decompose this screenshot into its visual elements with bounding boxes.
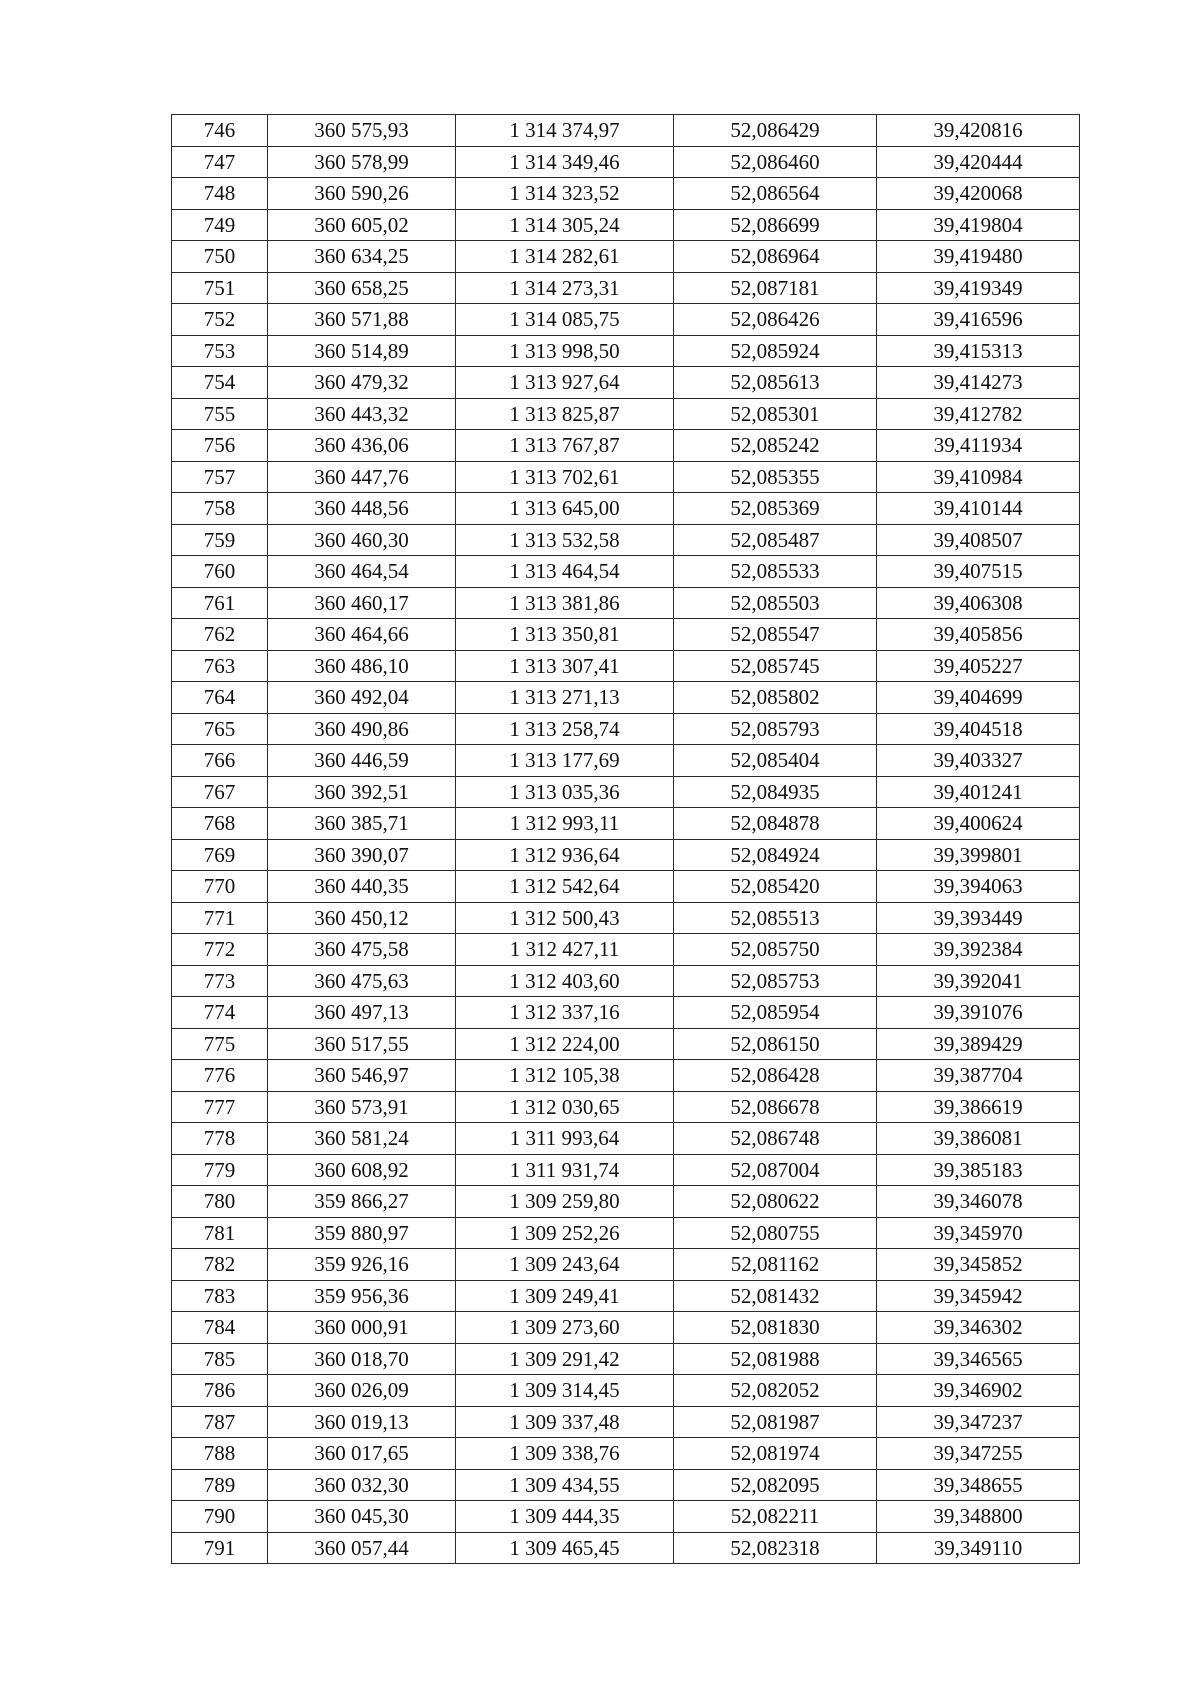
longitude-cell: 39,419480 [877, 241, 1080, 273]
y-coordinate-cell: 1 309 337,48 [456, 1406, 674, 1438]
table-row [172, 776, 1080, 808]
y-coordinate-cell: 1 312 993,11 [456, 808, 674, 840]
table-row [172, 839, 1080, 871]
latitude-cell: 52,082095 [674, 1469, 877, 1501]
latitude-cell: 52,085750 [674, 934, 877, 966]
x-coordinate-cell: 360 590,26 [268, 178, 456, 210]
y-coordinate-cell: 1 314 349,46 [456, 146, 674, 178]
y-coordinate-cell: 1 313 464,54 [456, 556, 674, 588]
table-row [172, 965, 1080, 997]
table-row [172, 808, 1080, 840]
x-coordinate-cell: 360 464,54 [268, 556, 456, 588]
longitude-cell: 39,403327 [877, 745, 1080, 777]
x-coordinate-cell: 360 000,91 [268, 1312, 456, 1344]
point-number-cell: 781 [172, 1217, 268, 1249]
point-number-cell: 782 [172, 1249, 268, 1281]
table-row [172, 1438, 1080, 1470]
table-row [172, 1501, 1080, 1533]
latitude-cell: 52,085355 [674, 461, 877, 493]
table-row [172, 1532, 1080, 1564]
x-coordinate-cell: 360 546,97 [268, 1060, 456, 1092]
latitude-cell: 52,084924 [674, 839, 877, 871]
x-coordinate-cell: 360 479,32 [268, 367, 456, 399]
y-coordinate-cell: 1 313 271,13 [456, 682, 674, 714]
longitude-cell: 39,348655 [877, 1469, 1080, 1501]
point-number-cell: 746 [172, 115, 268, 147]
x-coordinate-cell: 360 446,59 [268, 745, 456, 777]
longitude-cell: 39,411934 [877, 430, 1080, 462]
x-coordinate-cell: 360 578,99 [268, 146, 456, 178]
latitude-cell: 52,085533 [674, 556, 877, 588]
x-coordinate-cell: 359 956,36 [268, 1280, 456, 1312]
table-row [172, 272, 1080, 304]
latitude-cell: 52,082318 [674, 1532, 877, 1564]
latitude-cell: 52,085487 [674, 524, 877, 556]
x-coordinate-cell: 360 605,02 [268, 209, 456, 241]
y-coordinate-cell: 1 313 702,61 [456, 461, 674, 493]
latitude-cell: 52,085301 [674, 398, 877, 430]
point-number-cell: 783 [172, 1280, 268, 1312]
table-row [172, 997, 1080, 1029]
y-coordinate-cell: 1 309 434,55 [456, 1469, 674, 1501]
point-number-cell: 747 [172, 146, 268, 178]
point-number-cell: 767 [172, 776, 268, 808]
longitude-cell: 39,401241 [877, 776, 1080, 808]
table-row [172, 1060, 1080, 1092]
y-coordinate-cell: 1 312 105,38 [456, 1060, 674, 1092]
y-coordinate-cell: 1 312 337,16 [456, 997, 674, 1029]
y-coordinate-cell: 1 312 542,64 [456, 871, 674, 903]
latitude-cell: 52,085420 [674, 871, 877, 903]
longitude-cell: 39,345852 [877, 1249, 1080, 1281]
table-row [172, 367, 1080, 399]
latitude-cell: 52,087181 [674, 272, 877, 304]
table-row [172, 115, 1080, 147]
latitude-cell: 52,086460 [674, 146, 877, 178]
x-coordinate-cell: 360 460,17 [268, 587, 456, 619]
table-row [172, 902, 1080, 934]
table-row [172, 241, 1080, 273]
point-number-cell: 787 [172, 1406, 268, 1438]
latitude-cell: 52,085954 [674, 997, 877, 1029]
x-coordinate-cell: 360 460,30 [268, 524, 456, 556]
latitude-cell: 52,085404 [674, 745, 877, 777]
y-coordinate-cell: 1 313 767,87 [456, 430, 674, 462]
longitude-cell: 39,399801 [877, 839, 1080, 871]
y-coordinate-cell: 1 313 998,50 [456, 335, 674, 367]
x-coordinate-cell: 360 443,32 [268, 398, 456, 430]
table-row [172, 524, 1080, 556]
y-coordinate-cell: 1 312 500,43 [456, 902, 674, 934]
latitude-cell: 52,081987 [674, 1406, 877, 1438]
longitude-cell: 39,414273 [877, 367, 1080, 399]
y-coordinate-cell: 1 313 350,81 [456, 619, 674, 651]
point-number-cell: 764 [172, 682, 268, 714]
point-number-cell: 753 [172, 335, 268, 367]
latitude-cell: 52,082211 [674, 1501, 877, 1533]
y-coordinate-cell: 1 314 305,24 [456, 209, 674, 241]
longitude-cell: 39,400624 [877, 808, 1080, 840]
longitude-cell: 39,346565 [877, 1343, 1080, 1375]
latitude-cell: 52,081432 [674, 1280, 877, 1312]
latitude-cell: 52,082052 [674, 1375, 877, 1407]
x-coordinate-cell: 360 517,55 [268, 1028, 456, 1060]
point-number-cell: 766 [172, 745, 268, 777]
point-number-cell: 788 [172, 1438, 268, 1470]
y-coordinate-cell: 1 313 258,74 [456, 713, 674, 745]
point-number-cell: 757 [172, 461, 268, 493]
table-row [172, 650, 1080, 682]
table-row [172, 493, 1080, 525]
point-number-cell: 771 [172, 902, 268, 934]
latitude-cell: 52,085613 [674, 367, 877, 399]
longitude-cell: 39,410984 [877, 461, 1080, 493]
longitude-cell: 39,349110 [877, 1532, 1080, 1564]
y-coordinate-cell: 1 309 249,41 [456, 1280, 674, 1312]
point-number-cell: 758 [172, 493, 268, 525]
longitude-cell: 39,348800 [877, 1501, 1080, 1533]
table-row [172, 556, 1080, 588]
point-number-cell: 749 [172, 209, 268, 241]
longitude-cell: 39,405856 [877, 619, 1080, 651]
latitude-cell: 52,086748 [674, 1123, 877, 1155]
longitude-cell: 39,391076 [877, 997, 1080, 1029]
point-number-cell: 760 [172, 556, 268, 588]
point-number-cell: 770 [172, 871, 268, 903]
table-row [172, 461, 1080, 493]
table-row [172, 1406, 1080, 1438]
longitude-cell: 39,347255 [877, 1438, 1080, 1470]
longitude-cell: 39,405227 [877, 650, 1080, 682]
point-number-cell: 772 [172, 934, 268, 966]
table-row [172, 934, 1080, 966]
x-coordinate-cell: 360 514,89 [268, 335, 456, 367]
latitude-cell: 52,086964 [674, 241, 877, 273]
x-coordinate-cell: 360 019,13 [268, 1406, 456, 1438]
longitude-cell: 39,406308 [877, 587, 1080, 619]
latitude-cell: 52,085802 [674, 682, 877, 714]
table-row [172, 587, 1080, 619]
x-coordinate-cell: 359 880,97 [268, 1217, 456, 1249]
longitude-cell: 39,386619 [877, 1091, 1080, 1123]
latitude-cell: 52,081974 [674, 1438, 877, 1470]
latitude-cell: 52,086429 [674, 115, 877, 147]
y-coordinate-cell: 1 312 936,64 [456, 839, 674, 871]
table-row [172, 398, 1080, 430]
latitude-cell: 52,086428 [674, 1060, 877, 1092]
x-coordinate-cell: 360 486,10 [268, 650, 456, 682]
x-coordinate-cell: 360 057,44 [268, 1532, 456, 1564]
latitude-cell: 52,086564 [674, 178, 877, 210]
latitude-cell: 52,087004 [674, 1154, 877, 1186]
point-number-cell: 774 [172, 997, 268, 1029]
longitude-cell: 39,420816 [877, 115, 1080, 147]
point-number-cell: 748 [172, 178, 268, 210]
x-coordinate-cell: 360 392,51 [268, 776, 456, 808]
latitude-cell: 52,085924 [674, 335, 877, 367]
y-coordinate-cell: 1 309 314,45 [456, 1375, 674, 1407]
table-row [172, 745, 1080, 777]
latitude-cell: 52,086699 [674, 209, 877, 241]
table-row [172, 335, 1080, 367]
point-number-cell: 784 [172, 1312, 268, 1344]
longitude-cell: 39,392041 [877, 965, 1080, 997]
y-coordinate-cell: 1 309 243,64 [456, 1249, 674, 1281]
longitude-cell: 39,387704 [877, 1060, 1080, 1092]
longitude-cell: 39,394063 [877, 871, 1080, 903]
x-coordinate-cell: 360 018,70 [268, 1343, 456, 1375]
y-coordinate-cell: 1 309 465,45 [456, 1532, 674, 1564]
latitude-cell: 52,086678 [674, 1091, 877, 1123]
latitude-cell: 52,085745 [674, 650, 877, 682]
x-coordinate-cell: 360 450,12 [268, 902, 456, 934]
x-coordinate-cell: 360 490,86 [268, 713, 456, 745]
table-row [172, 1375, 1080, 1407]
x-coordinate-cell: 360 634,25 [268, 241, 456, 273]
latitude-cell: 52,085547 [674, 619, 877, 651]
longitude-cell: 39,346078 [877, 1186, 1080, 1218]
point-number-cell: 773 [172, 965, 268, 997]
longitude-cell: 39,392384 [877, 934, 1080, 966]
x-coordinate-cell: 360 436,06 [268, 430, 456, 462]
point-number-cell: 778 [172, 1123, 268, 1155]
x-coordinate-cell: 360 658,25 [268, 272, 456, 304]
x-coordinate-cell: 360 385,71 [268, 808, 456, 840]
longitude-cell: 39,420444 [877, 146, 1080, 178]
table-row [172, 1249, 1080, 1281]
table-row [172, 1312, 1080, 1344]
point-number-cell: 776 [172, 1060, 268, 1092]
y-coordinate-cell: 1 313 825,87 [456, 398, 674, 430]
point-number-cell: 755 [172, 398, 268, 430]
table-row [172, 1280, 1080, 1312]
x-coordinate-cell: 360 390,07 [268, 839, 456, 871]
table-row [172, 713, 1080, 745]
coordinates-table-body [172, 115, 1080, 1564]
x-coordinate-cell: 360 017,65 [268, 1438, 456, 1470]
latitude-cell: 52,085793 [674, 713, 877, 745]
longitude-cell: 39,416596 [877, 304, 1080, 336]
latitude-cell: 52,085242 [674, 430, 877, 462]
table-row [172, 682, 1080, 714]
x-coordinate-cell: 360 575,93 [268, 115, 456, 147]
y-coordinate-cell: 1 313 035,36 [456, 776, 674, 808]
table-row [172, 1343, 1080, 1375]
y-coordinate-cell: 1 313 927,64 [456, 367, 674, 399]
point-number-cell: 759 [172, 524, 268, 556]
x-coordinate-cell: 360 464,66 [268, 619, 456, 651]
point-number-cell: 780 [172, 1186, 268, 1218]
y-coordinate-cell: 1 314 374,97 [456, 115, 674, 147]
longitude-cell: 39,393449 [877, 902, 1080, 934]
table-row [172, 619, 1080, 651]
y-coordinate-cell: 1 309 444,35 [456, 1501, 674, 1533]
longitude-cell: 39,389429 [877, 1028, 1080, 1060]
x-coordinate-cell: 359 866,27 [268, 1186, 456, 1218]
longitude-cell: 39,419804 [877, 209, 1080, 241]
longitude-cell: 39,347237 [877, 1406, 1080, 1438]
point-number-cell: 756 [172, 430, 268, 462]
y-coordinate-cell: 1 312 403,60 [456, 965, 674, 997]
x-coordinate-cell: 360 447,76 [268, 461, 456, 493]
table-row [172, 430, 1080, 462]
table-row [172, 1123, 1080, 1155]
y-coordinate-cell: 1 312 427,11 [456, 934, 674, 966]
longitude-cell: 39,415313 [877, 335, 1080, 367]
y-coordinate-cell: 1 312 030,65 [456, 1091, 674, 1123]
table-row [172, 178, 1080, 210]
latitude-cell: 52,080755 [674, 1217, 877, 1249]
y-coordinate-cell: 1 313 532,58 [456, 524, 674, 556]
point-number-cell: 750 [172, 241, 268, 273]
longitude-cell: 39,345942 [877, 1280, 1080, 1312]
x-coordinate-cell: 359 926,16 [268, 1249, 456, 1281]
latitude-cell: 52,080622 [674, 1186, 877, 1218]
latitude-cell: 52,081162 [674, 1249, 877, 1281]
latitude-cell: 52,081988 [674, 1343, 877, 1375]
table-row [172, 1469, 1080, 1501]
y-coordinate-cell: 1 314 323,52 [456, 178, 674, 210]
point-number-cell: 775 [172, 1028, 268, 1060]
point-number-cell: 763 [172, 650, 268, 682]
y-coordinate-cell: 1 312 224,00 [456, 1028, 674, 1060]
latitude-cell: 52,086426 [674, 304, 877, 336]
x-coordinate-cell: 360 497,13 [268, 997, 456, 1029]
table-row [172, 871, 1080, 903]
y-coordinate-cell: 1 309 273,60 [456, 1312, 674, 1344]
point-number-cell: 785 [172, 1343, 268, 1375]
y-coordinate-cell: 1 311 931,74 [456, 1154, 674, 1186]
y-coordinate-cell: 1 314 085,75 [456, 304, 674, 336]
y-coordinate-cell: 1 311 993,64 [456, 1123, 674, 1155]
longitude-cell: 39,404699 [877, 682, 1080, 714]
x-coordinate-cell: 360 492,04 [268, 682, 456, 714]
point-number-cell: 790 [172, 1501, 268, 1533]
table-row [172, 1186, 1080, 1218]
table-row [172, 209, 1080, 241]
x-coordinate-cell: 360 448,56 [268, 493, 456, 525]
y-coordinate-cell: 1 309 259,80 [456, 1186, 674, 1218]
x-coordinate-cell: 360 581,24 [268, 1123, 456, 1155]
longitude-cell: 39,412782 [877, 398, 1080, 430]
table-row [172, 1028, 1080, 1060]
longitude-cell: 39,404518 [877, 713, 1080, 745]
point-number-cell: 761 [172, 587, 268, 619]
x-coordinate-cell: 360 573,91 [268, 1091, 456, 1123]
latitude-cell: 52,086150 [674, 1028, 877, 1060]
y-coordinate-cell: 1 309 338,76 [456, 1438, 674, 1470]
longitude-cell: 39,419349 [877, 272, 1080, 304]
point-number-cell: 791 [172, 1532, 268, 1564]
latitude-cell: 52,081830 [674, 1312, 877, 1344]
latitude-cell: 52,084878 [674, 808, 877, 840]
longitude-cell: 39,346302 [877, 1312, 1080, 1344]
point-number-cell: 777 [172, 1091, 268, 1123]
point-number-cell: 789 [172, 1469, 268, 1501]
x-coordinate-cell: 360 475,58 [268, 934, 456, 966]
latitude-cell: 52,085369 [674, 493, 877, 525]
y-coordinate-cell: 1 313 307,41 [456, 650, 674, 682]
y-coordinate-cell: 1 314 273,31 [456, 272, 674, 304]
point-number-cell: 754 [172, 367, 268, 399]
longitude-cell: 39,410144 [877, 493, 1080, 525]
y-coordinate-cell: 1 314 282,61 [456, 241, 674, 273]
table-row [172, 1217, 1080, 1249]
y-coordinate-cell: 1 313 381,86 [456, 587, 674, 619]
longitude-cell: 39,345970 [877, 1217, 1080, 1249]
latitude-cell: 52,085513 [674, 902, 877, 934]
longitude-cell: 39,385183 [877, 1154, 1080, 1186]
longitude-cell: 39,420068 [877, 178, 1080, 210]
point-number-cell: 751 [172, 272, 268, 304]
longitude-cell: 39,408507 [877, 524, 1080, 556]
longitude-cell: 39,386081 [877, 1123, 1080, 1155]
x-coordinate-cell: 360 608,92 [268, 1154, 456, 1186]
x-coordinate-cell: 360 045,30 [268, 1501, 456, 1533]
point-number-cell: 786 [172, 1375, 268, 1407]
longitude-cell: 39,346902 [877, 1375, 1080, 1407]
x-coordinate-cell: 360 571,88 [268, 304, 456, 336]
coordinates-table [171, 114, 1080, 1564]
y-coordinate-cell: 1 309 252,26 [456, 1217, 674, 1249]
y-coordinate-cell: 1 313 177,69 [456, 745, 674, 777]
point-number-cell: 769 [172, 839, 268, 871]
y-coordinate-cell: 1 313 645,00 [456, 493, 674, 525]
x-coordinate-cell: 360 026,09 [268, 1375, 456, 1407]
point-number-cell: 765 [172, 713, 268, 745]
x-coordinate-cell: 360 032,30 [268, 1469, 456, 1501]
table-row [172, 146, 1080, 178]
table-row [172, 304, 1080, 336]
point-number-cell: 779 [172, 1154, 268, 1186]
table-row [172, 1091, 1080, 1123]
latitude-cell: 52,084935 [674, 776, 877, 808]
x-coordinate-cell: 360 440,35 [268, 871, 456, 903]
x-coordinate-cell: 360 475,63 [268, 965, 456, 997]
longitude-cell: 39,407515 [877, 556, 1080, 588]
latitude-cell: 52,085753 [674, 965, 877, 997]
y-coordinate-cell: 1 309 291,42 [456, 1343, 674, 1375]
point-number-cell: 752 [172, 304, 268, 336]
latitude-cell: 52,085503 [674, 587, 877, 619]
point-number-cell: 768 [172, 808, 268, 840]
table-row [172, 1154, 1080, 1186]
point-number-cell: 762 [172, 619, 268, 651]
